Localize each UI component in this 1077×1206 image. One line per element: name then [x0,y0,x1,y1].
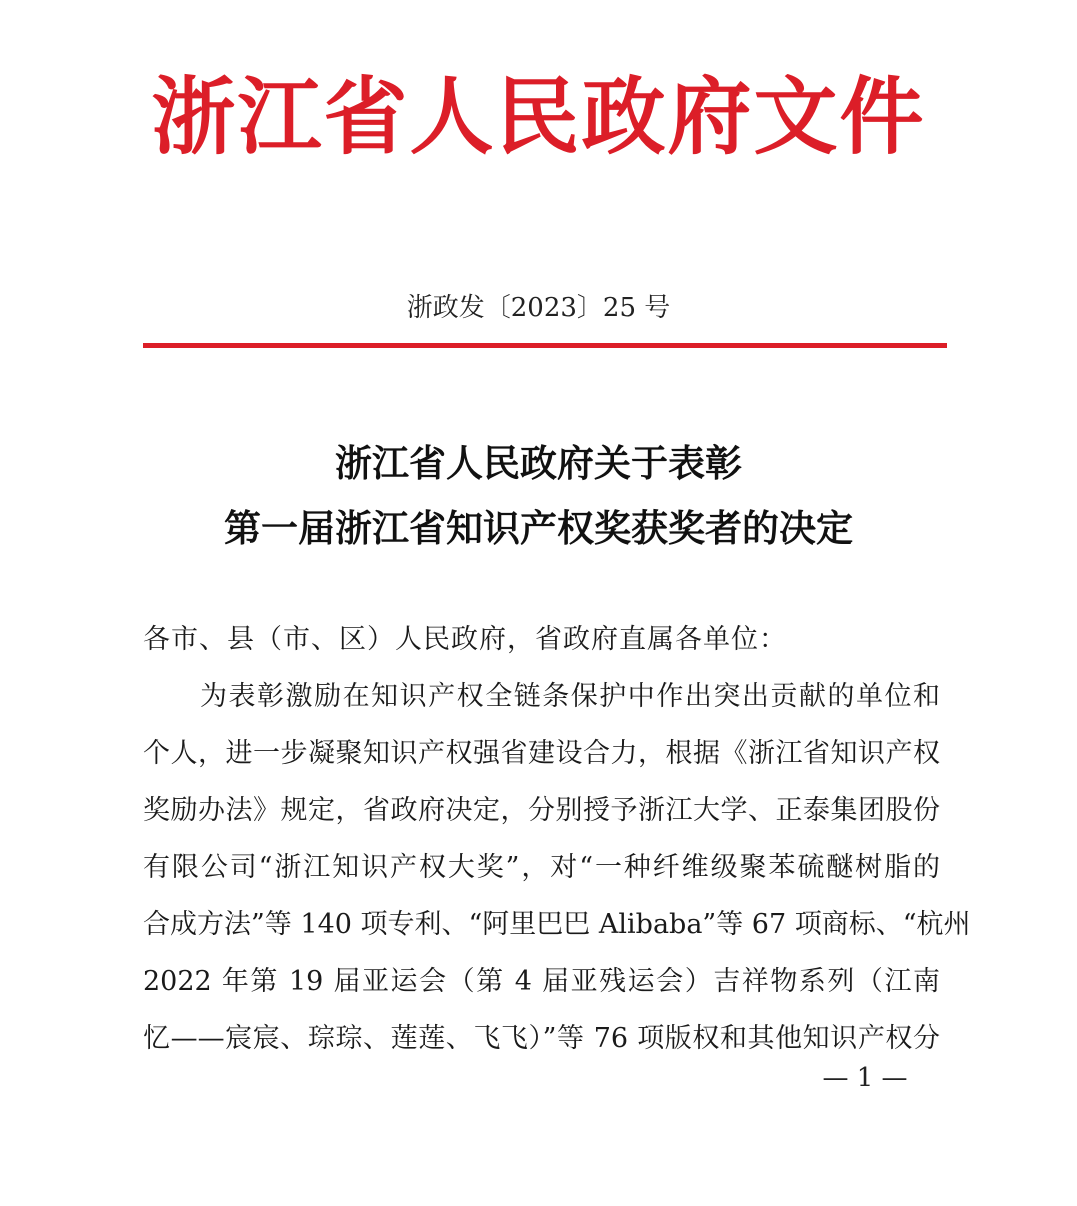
body-line: 个人，进一步凝聚知识产权强省建设合力，根据《浙江省知识产权 [143,738,940,769]
red-separator-line [143,343,947,348]
document-title-line-1: 浙江省人民政府关于表彰 [335,442,742,485]
document-title-line-2: 第一届浙江省知识产权奖获奖者的决定 [224,507,853,550]
body-line: 有限公司“浙江知识产权大奖”，对“一种纤维级聚苯硫醚树脂的 [143,852,940,883]
document-number: 浙政发〔2023〕25 号 [406,293,671,323]
body-line: 为表彰激励在知识产权全链条保护中作出突出贡献的单位和 [200,681,940,712]
body-line: 忆——宸宸、琮琮、莲莲、飞飞）”等 76 项版权和其他知识产权分 [143,1023,940,1054]
salutation: 各市、县（市、区）人民政府，省政府直属各单位： [143,624,787,655]
masthead-title: 浙江省人民政府文件 [151,68,926,166]
body-line: 合成方法”等 140 项专利、“阿里巴巴 Alibaba”等 67 项商标、“杭州 [143,909,971,940]
body-line: 2022 年第 19 届亚运会（第 4 届亚残运会）吉祥物系列（江南 [143,966,940,997]
page-number: — 1 — [822,1063,908,1093]
body-line: 奖励办法》规定，省政府决定，分别授予浙江大学、正泰集团股份 [143,795,940,826]
